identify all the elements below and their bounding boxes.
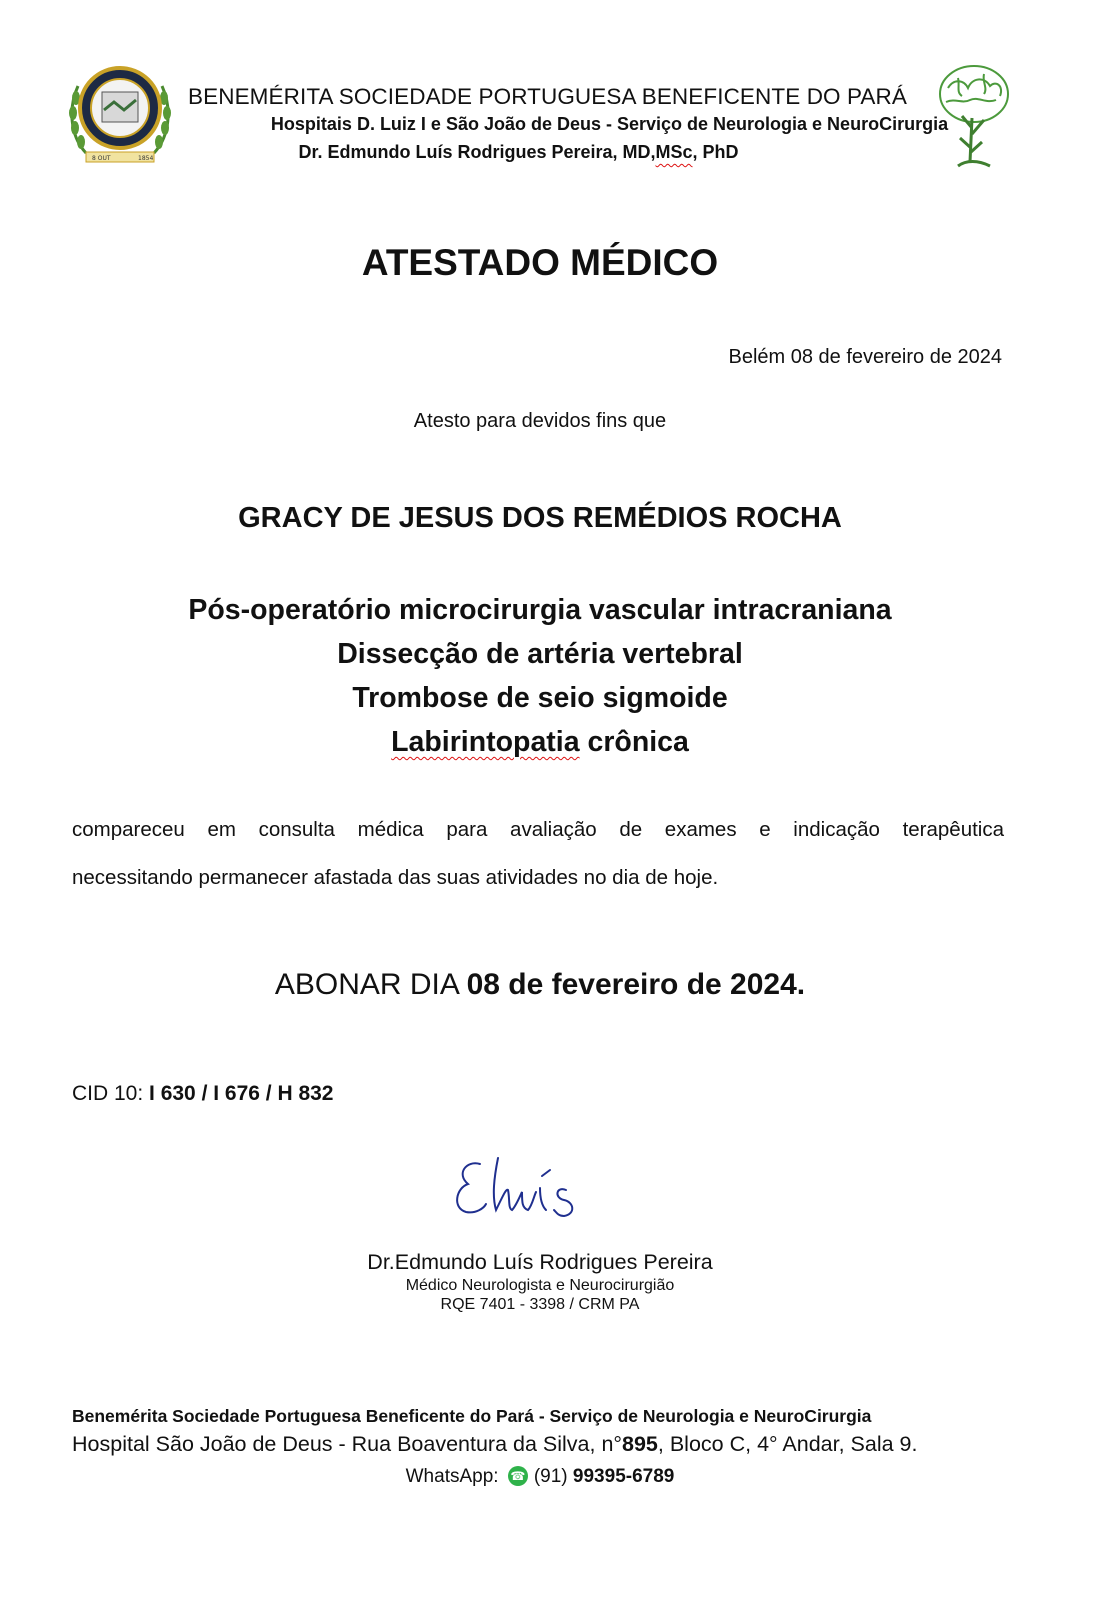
diagnosis-4-term: Labirintopatia [391,726,580,758]
diagnosis-2: Dissecção de artéria vertebral [337,638,743,670]
footer-address-street: Hospital São João de Deus - Rua Boaventura da Silva, n° [72,1432,623,1456]
hospitals-text: Hospitais D. Luiz I e São João de Deus - Serviço de Neurologia e NeuroCirurgia [270,114,949,134]
abonar-line [0,968,1080,1002]
doctor-name: Dr.Edmundo Luís Rodrigues Pereira [367,1250,713,1274]
footer-org: Benemérita Sociedade Portuguesa Beneficente do Pará - Serviço de Neurologia e NeuroCirurgia [72,1406,872,1426]
diagnosis-4 [0,720,1080,764]
date-line: Belém 08 de fevereiro de 2024 [728,346,1002,368]
abonar-label: ABONAR DIA [274,968,467,1001]
org-name: BENEMÉRITA SOCIEDADE PORTUGUESA BENEFICENTE DO PARÁ [188,84,907,109]
svg-text:1854: 1854 [138,155,154,162]
whatsapp-icon: ☎ [508,1466,528,1486]
cid-label: CID 10: [72,1082,150,1105]
footer-address [72,1432,917,1457]
body-paragraph [72,806,1004,902]
doctor-credentials-name: Dr. Edmundo Luís Rodrigues Pereira, MD, [298,142,656,162]
footer-contact [0,1466,1080,1488]
body-line-1: compareceu em consulta médica para avaliação de exames e indicação terapêutica [72,818,1004,841]
phone-number: 99395-6789 [572,1466,675,1487]
doctor-role: Médico Neurologista e Neurocirurgião [405,1277,675,1294]
diagnosis-1: Pós-operatório microcirurgia vascular intracraniana [188,594,892,626]
handwritten-signature [446,1148,606,1228]
intro-text: Atesto para devidos fins que [413,410,667,432]
doctor-registration: RQE 7401 - 3398 / CRM PA [440,1296,640,1313]
abonar-date: 08 de fevereiro de 2024. [466,968,806,1001]
footer-address-rest: , Bloco C, 4° Andar, Sala 9. [657,1432,918,1456]
diagnosis-4-rest: crônica [579,726,689,758]
document-title: ATESTADO MÉDICO [361,242,719,283]
footer-address-number: 895 [622,1432,658,1456]
patient-name: GRACY DE JESUS DOS REMÉDIOS ROCHA [238,502,842,534]
doctor-credentials-msc: MSc [655,142,693,162]
phone-area: (91) [533,1466,573,1487]
cid-codes: I 630 / I 676 / H 832 [149,1082,334,1105]
doctor-role-block [0,1276,1080,1314]
cid-line [72,1082,334,1106]
diagnosis-3: Trombose de seio sigmoide [352,682,728,714]
doctor-credentials-phd: , PhD [692,142,739,162]
whatsapp-label: WhatsApp: [405,1466,504,1487]
brain-tree-icon [934,58,1014,170]
svg-text:8 OUT: 8 OUT [92,155,111,162]
diagnoses-list [0,588,1080,764]
body-line-2: necessitando permanecer afastada das suas atividades no dia de hoje. [72,866,719,889]
